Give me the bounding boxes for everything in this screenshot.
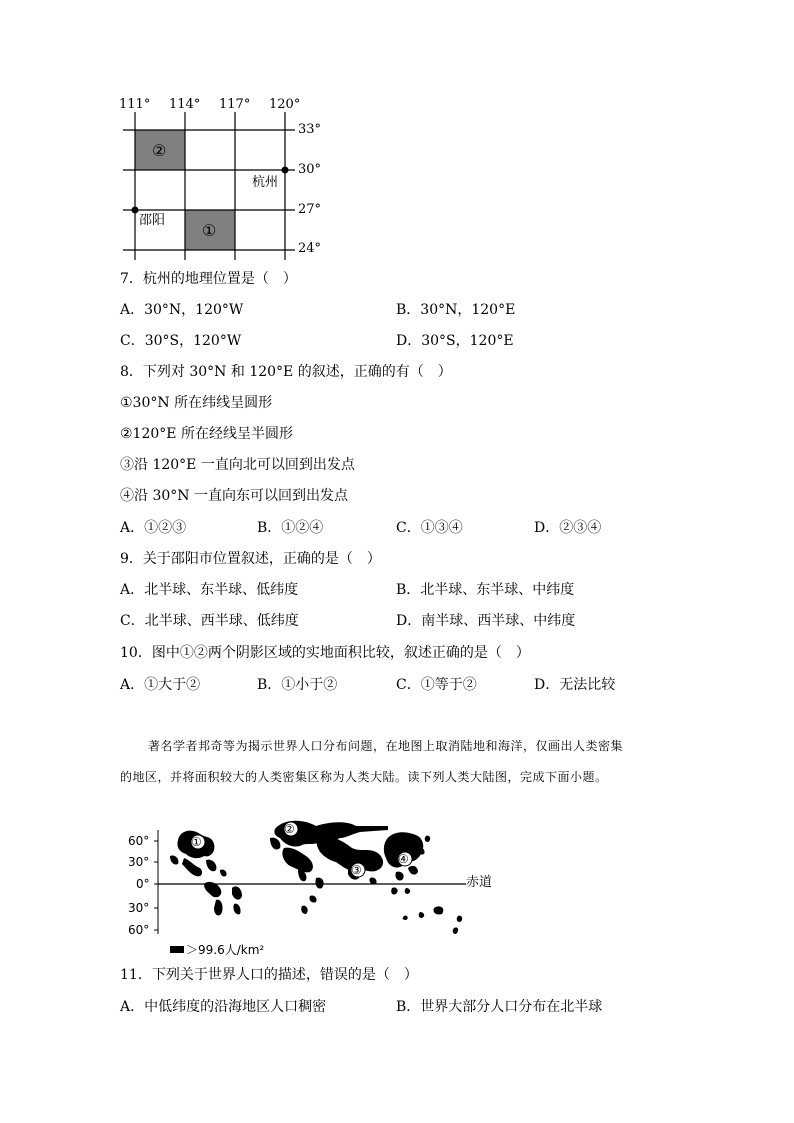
americas-blobs — [170, 831, 242, 916]
q9-option-d: D．南半球、西半球、中纬度 — [396, 613, 576, 629]
q8-stem: 8．下列对 30°N 和 120°E 的叙述，正确的有（ ） — [120, 364, 452, 380]
q8-statement-3: ③沿 120°E 一直向北可以回到出发点 — [120, 457, 355, 473]
region-1-label: ① — [202, 221, 217, 240]
q11-option-a: A．中低纬度的沿海地区人口稠密 — [120, 999, 327, 1015]
grid-map-svg — [105, 92, 345, 262]
legend-swatch — [170, 946, 184, 953]
legend-label: ＞99.6人/km² — [186, 943, 265, 957]
q11-option-b: B．世界大部分人口分布在北半球 — [396, 999, 603, 1015]
lon-label-114: 114° — [169, 97, 201, 112]
pop-lat-label-0: 0° — [136, 877, 150, 891]
q8-option-b: B．①②④ — [257, 520, 324, 536]
q8-statement-2: ②120°E 所在经线呈半圆形 — [120, 426, 293, 442]
q7-stem: 7．杭州的地理位置是（ ） — [120, 271, 297, 287]
pop-lat-label-30s: 30° — [128, 901, 150, 915]
lon-label-120: 120° — [269, 97, 301, 112]
q8-statement-1: ①30°N 所在纬线呈圆形 — [120, 395, 273, 411]
lat-label-27: 27° — [298, 202, 322, 217]
shaoyang-dot — [132, 207, 139, 214]
q10-stem: 10．图中①②两个阴影区域的实地面积比较，叙述正确的是（ ） — [120, 645, 530, 661]
marker-3-label: ③ — [351, 863, 362, 877]
q9-option-c: C．北半球、西半球、低纬度 — [120, 613, 299, 629]
hangzhou-label: 杭州 — [252, 175, 279, 190]
lat-lon-grid-map — [105, 92, 345, 262]
q9-stem: 9．关于邵阳市位置叙述，正确的是（ ） — [120, 551, 381, 567]
lat-label-24: 24° — [298, 241, 322, 256]
q8-statement-4: ④沿 30°N 一直向东可以回到出发点 — [120, 488, 348, 504]
hangzhou-dot — [282, 167, 289, 174]
eurasia-africa-blobs — [270, 821, 462, 934]
q10-option-b: B．①小于② — [257, 677, 338, 693]
lat-label-30: 30° — [298, 162, 322, 177]
equator-label: 赤道 — [466, 875, 493, 890]
shaoyang-label: 邵阳 — [139, 213, 166, 228]
q7-option-c: C．30°S，120°W — [120, 333, 242, 349]
passage-line-1: 著名学者邦奇等为揭示世界人口分布问题，在地图上取消陆地和海洋，仅画出人类密集 — [148, 739, 624, 753]
marker-2-label: ② — [284, 822, 295, 836]
passage-line-2: 的地区，并将面积较大的人类密集区称为人类大陆。读下列人类大陆图，完成下面小题。 — [120, 770, 608, 784]
q8-option-a: A．①②③ — [120, 520, 187, 536]
lon-label-111: 111° — [119, 97, 151, 112]
q10-option-a: A．①大于② — [120, 677, 201, 693]
region-2-label: ② — [152, 141, 167, 160]
q9-option-b: B．北半球、东半球、中纬度 — [396, 582, 575, 598]
pop-lat-label-60s: 60° — [128, 923, 150, 937]
q7-option-a: A．30°N，120°W — [120, 302, 244, 318]
q11-stem: 11．下列关于世界人口的描述，错误的是（ ） — [120, 967, 418, 983]
human-continent-map — [120, 808, 520, 960]
q7-option-b: B．30°N，120°E — [396, 302, 516, 318]
lat-label-33: 33° — [298, 122, 322, 137]
q10-option-c: C．①等于② — [396, 677, 477, 693]
q7-option-d: D．30°S，120°E — [396, 333, 514, 349]
q9-option-a: A．北半球、东半球、低纬度 — [120, 582, 299, 598]
marker-1-label: ① — [191, 835, 202, 849]
pop-lat-label-60n: 60° — [128, 834, 150, 848]
pop-lat-label-30n: 30° — [128, 855, 150, 869]
population-map-svg — [120, 808, 520, 960]
q10-option-d: D．无法比较 — [534, 677, 616, 693]
q8-option-d: D．②③④ — [534, 520, 602, 536]
marker-4-label: ④ — [398, 852, 409, 866]
q8-option-c: C．①③④ — [396, 520, 463, 536]
lon-label-117: 117° — [219, 97, 251, 112]
